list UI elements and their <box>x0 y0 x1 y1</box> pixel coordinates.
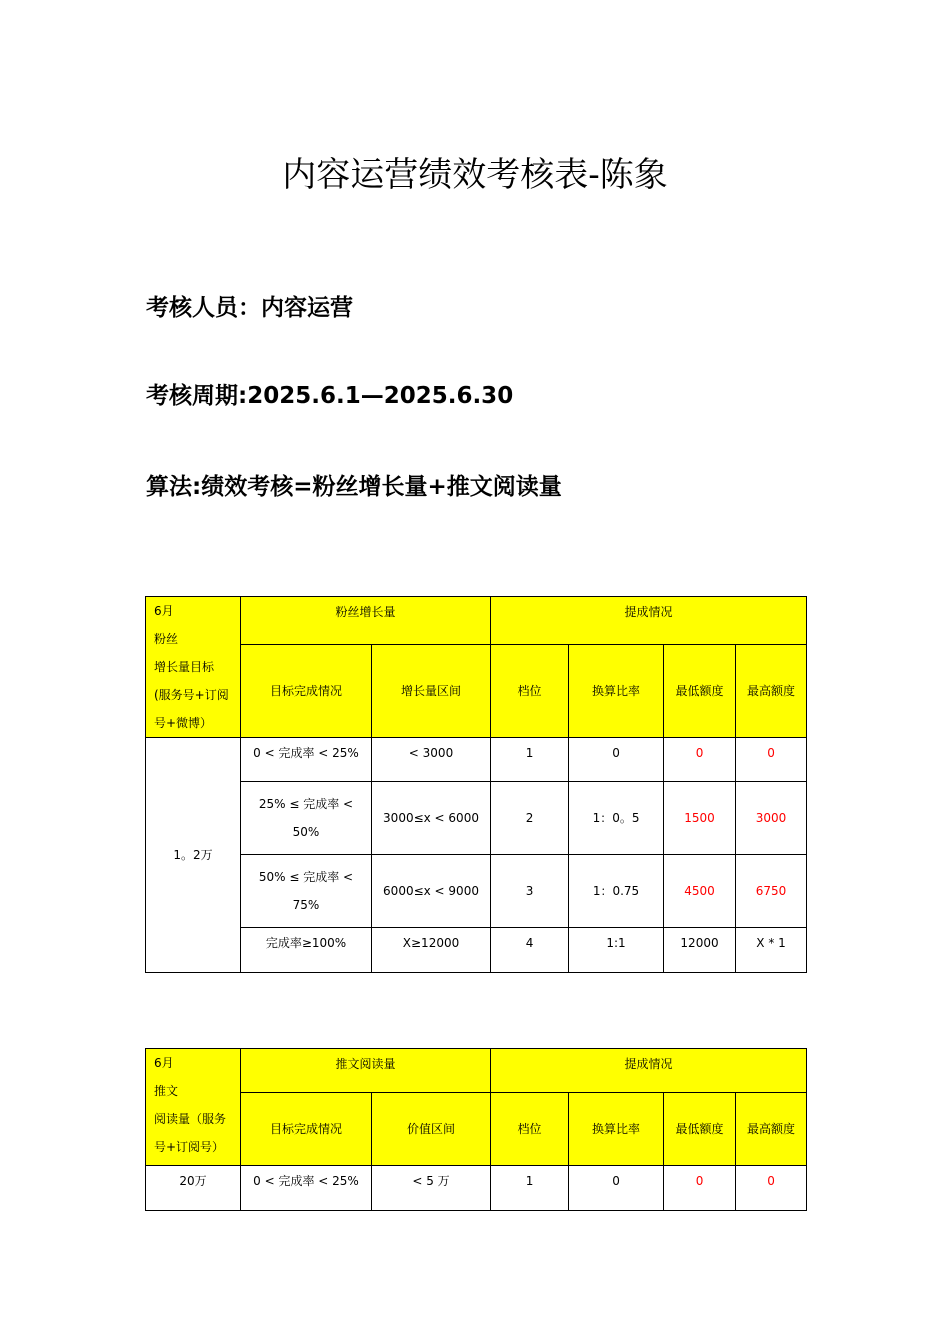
table-cell: 0 <box>736 738 807 782</box>
column-header: 换算比率 <box>569 645 664 738</box>
corner-line: 增长量目标 <box>154 660 215 674</box>
assessment-period: 考核周期:2025.6.1—2025.6.30 <box>146 383 514 409</box>
table-cell: 1500 <box>664 782 736 855</box>
table-cell: < 3000 <box>372 738 491 782</box>
table-cell: 0 < 完成率 < 25% <box>241 738 372 782</box>
table-cell: 完成率≥100% <box>241 928 372 973</box>
column-header: 最高额度 <box>736 1093 807 1166</box>
table-cell: 6750 <box>736 855 807 928</box>
table-cell: 1 <box>491 738 569 782</box>
table-cell: 3000≤x < 6000 <box>372 782 491 855</box>
fan-growth-table <box>145 596 807 973</box>
corner-line: 阅读量（服务 <box>154 1112 227 1126</box>
corner-line: 号+订阅号） <box>154 1140 225 1154</box>
article-reads-corner-header <box>146 1049 241 1166</box>
corner-month: 6月 <box>154 1056 174 1070</box>
assessment-formula: 算法:绩效考核=粉丝增长量+推文阅读量 <box>146 474 562 500</box>
assessed-personnel: 考核人员：内容运营 <box>146 295 353 321</box>
table-cell: < 5 万 <box>372 1166 491 1211</box>
group-header-fan-growth: 粉丝增长量 <box>241 597 491 645</box>
page-title: 内容运营绩效考核表-陈象 <box>282 155 668 195</box>
column-header: 价值区间 <box>372 1093 491 1166</box>
table-cell: 1：0.75 <box>569 855 664 928</box>
table-cell: 12000 <box>664 928 736 973</box>
table-cell: 0 < 完成率 < 25% <box>241 1166 372 1211</box>
table-cell: 4 <box>491 928 569 973</box>
table-cell: 1 <box>491 1166 569 1211</box>
table-cell: 4500 <box>664 855 736 928</box>
table-cell: 25% ≤ 完成率 < 50% <box>241 782 372 855</box>
corner-word: 粉丝 <box>154 632 179 646</box>
column-header: 增长量区间 <box>372 645 491 738</box>
table-cell: 0 <box>664 1166 736 1211</box>
table-cell: 0 <box>569 738 664 782</box>
column-header: 换算比率 <box>569 1093 664 1166</box>
fan-growth-corner-header <box>146 597 241 738</box>
corner-month: 6月 <box>154 604 174 618</box>
group-header-article-reads: 推文阅读量 <box>241 1049 491 1093</box>
table-cell: 6000≤x < 9000 <box>372 855 491 928</box>
column-header: 档位 <box>491 645 569 738</box>
corner-line: (服务号+订阅 <box>154 688 229 702</box>
table-cell: 3 <box>491 855 569 928</box>
table-cell: 1:1 <box>569 928 664 973</box>
table-cell: 0 <box>664 738 736 782</box>
table-cell: 0 <box>736 1166 807 1211</box>
column-header: 档位 <box>491 1093 569 1166</box>
table-cell: 50% ≤ 完成率 < 75% <box>241 855 372 928</box>
column-header: 最低额度 <box>664 645 736 738</box>
article-reads-table <box>145 1048 807 1211</box>
table-cell: 3000 <box>736 782 807 855</box>
group-header-commission: 提成情况 <box>491 1049 807 1093</box>
corner-word: 推文 <box>154 1084 179 1098</box>
column-header: 目标完成情况 <box>241 1093 372 1166</box>
corner-line: 号+微博） <box>154 716 213 730</box>
column-header: 最低额度 <box>664 1093 736 1166</box>
table-cell: 2 <box>491 782 569 855</box>
target-value: 1。2万 <box>146 738 241 973</box>
table-cell: X≥12000 <box>372 928 491 973</box>
table-cell: 1：0。5 <box>569 782 664 855</box>
table-cell: X * 1 <box>736 928 807 973</box>
group-header-commission: 提成情况 <box>491 597 807 645</box>
target-value: 20万 <box>146 1166 241 1211</box>
column-header: 目标完成情况 <box>241 645 372 738</box>
table-cell: 0 <box>569 1166 664 1211</box>
column-header: 最高额度 <box>736 645 807 738</box>
